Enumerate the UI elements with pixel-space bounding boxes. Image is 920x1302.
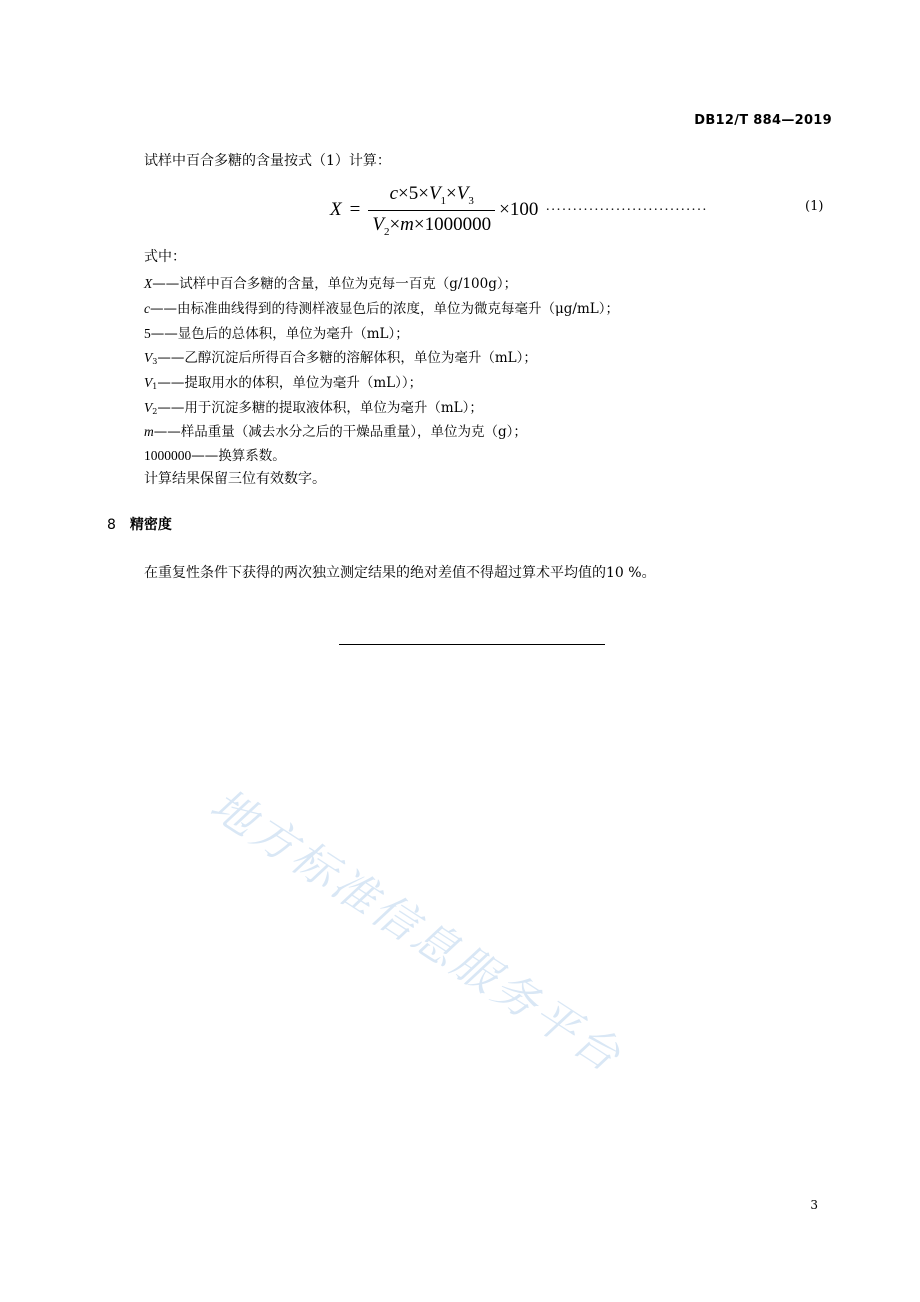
- den-times-2: ×: [413, 213, 425, 235]
- formula-intro: 试样中百合多糖的含量按式（1）计算：: [144, 153, 391, 169]
- equation-number: (1): [805, 199, 824, 214]
- num-v1: V: [428, 183, 441, 204]
- variable-symbol: 1000000: [144, 448, 192, 463]
- variable-definition: ——提取用水的体积，单位为毫升（mL））；: [157, 375, 423, 391]
- den-constant: 1000000: [424, 213, 492, 235]
- variable-symbol: c: [144, 301, 150, 316]
- variable-item: [144, 444, 286, 464]
- den-m: m: [400, 213, 414, 235]
- formula-numerator: [386, 183, 478, 210]
- variable-symbol: 5: [144, 326, 151, 341]
- variable-item: [144, 322, 409, 342]
- formula-equals: =: [349, 199, 361, 221]
- formula-fraction: [368, 183, 495, 238]
- variable-item: [144, 396, 483, 416]
- variable-definition: ——由标准曲线得到的待测样液显色后的浓度，单位为微克每毫升（μg/mL）；: [150, 301, 619, 317]
- variable-item: [144, 420, 527, 440]
- section-number: 8: [107, 517, 116, 533]
- num-v3-sub: 3: [468, 194, 474, 207]
- variable-symbol: V: [144, 375, 153, 390]
- variable-definition: ——换算系数。: [191, 448, 286, 464]
- formula-leader-dots: ..............................: [546, 199, 708, 214]
- formula-lhs: X: [330, 199, 342, 221]
- variable-definition: ——乙醇沉淀后所得百合多糖的溶解体积，单位为毫升（mL）；: [157, 350, 537, 366]
- formula-multiplier: ×100: [499, 199, 539, 221]
- watermark: 地方标准信息服务平台: [201, 779, 632, 1084]
- num-times-2: ×: [418, 183, 429, 204]
- document-code: DB12/T 884—2019: [694, 113, 832, 128]
- variable-definition: ——试样中百合多糖的含量，单位为克每一百克（g/100g）；: [152, 276, 518, 292]
- variable-symbol: V: [144, 350, 153, 365]
- den-times-1: ×: [389, 213, 401, 235]
- variable-symbol: V: [144, 400, 153, 415]
- variable-subscript: 3: [152, 357, 158, 366]
- den-v2-sub: 2: [383, 225, 390, 238]
- den-v2: V: [372, 213, 384, 235]
- where-label: 式中：: [144, 249, 186, 265]
- variable-definition: ——显色后的总体积，单位为毫升（mL）；: [150, 326, 409, 342]
- result-note: 计算结果保留三位有效数字。: [144, 471, 326, 487]
- end-rule: [339, 644, 605, 645]
- section-heading: [107, 514, 172, 534]
- variable-subscript: 2: [152, 407, 158, 416]
- formula-denominator: [368, 211, 495, 238]
- num-five: 5: [408, 183, 419, 204]
- num-v3: V: [456, 183, 469, 204]
- variable-item: [144, 346, 537, 366]
- variable-item: [144, 297, 619, 317]
- num-times-3: ×: [446, 183, 457, 204]
- num-c: c: [389, 183, 398, 204]
- variable-subscript: 1: [152, 382, 158, 391]
- variable-symbol: m: [144, 424, 154, 439]
- section-title: 精密度: [129, 517, 172, 533]
- variable-symbol: X: [144, 276, 153, 291]
- formula: [330, 183, 538, 238]
- num-times-1: ×: [398, 183, 409, 204]
- variable-definition: ——用于沉淀多糖的提取液体积，单位为毫升（mL）；: [157, 400, 483, 416]
- page-number: 3: [810, 1198, 818, 1212]
- variable-item: [144, 272, 517, 292]
- variable-definition: ——样品重量（减去水分之后的干燥品重量），单位为克（g）；: [153, 424, 527, 440]
- precision-text: 在重复性条件下获得的两次独立测定结果的绝对差值不得超过算术平均值的10 %。: [144, 565, 656, 581]
- num-v1-sub: 1: [440, 194, 447, 207]
- variable-item: [144, 371, 422, 391]
